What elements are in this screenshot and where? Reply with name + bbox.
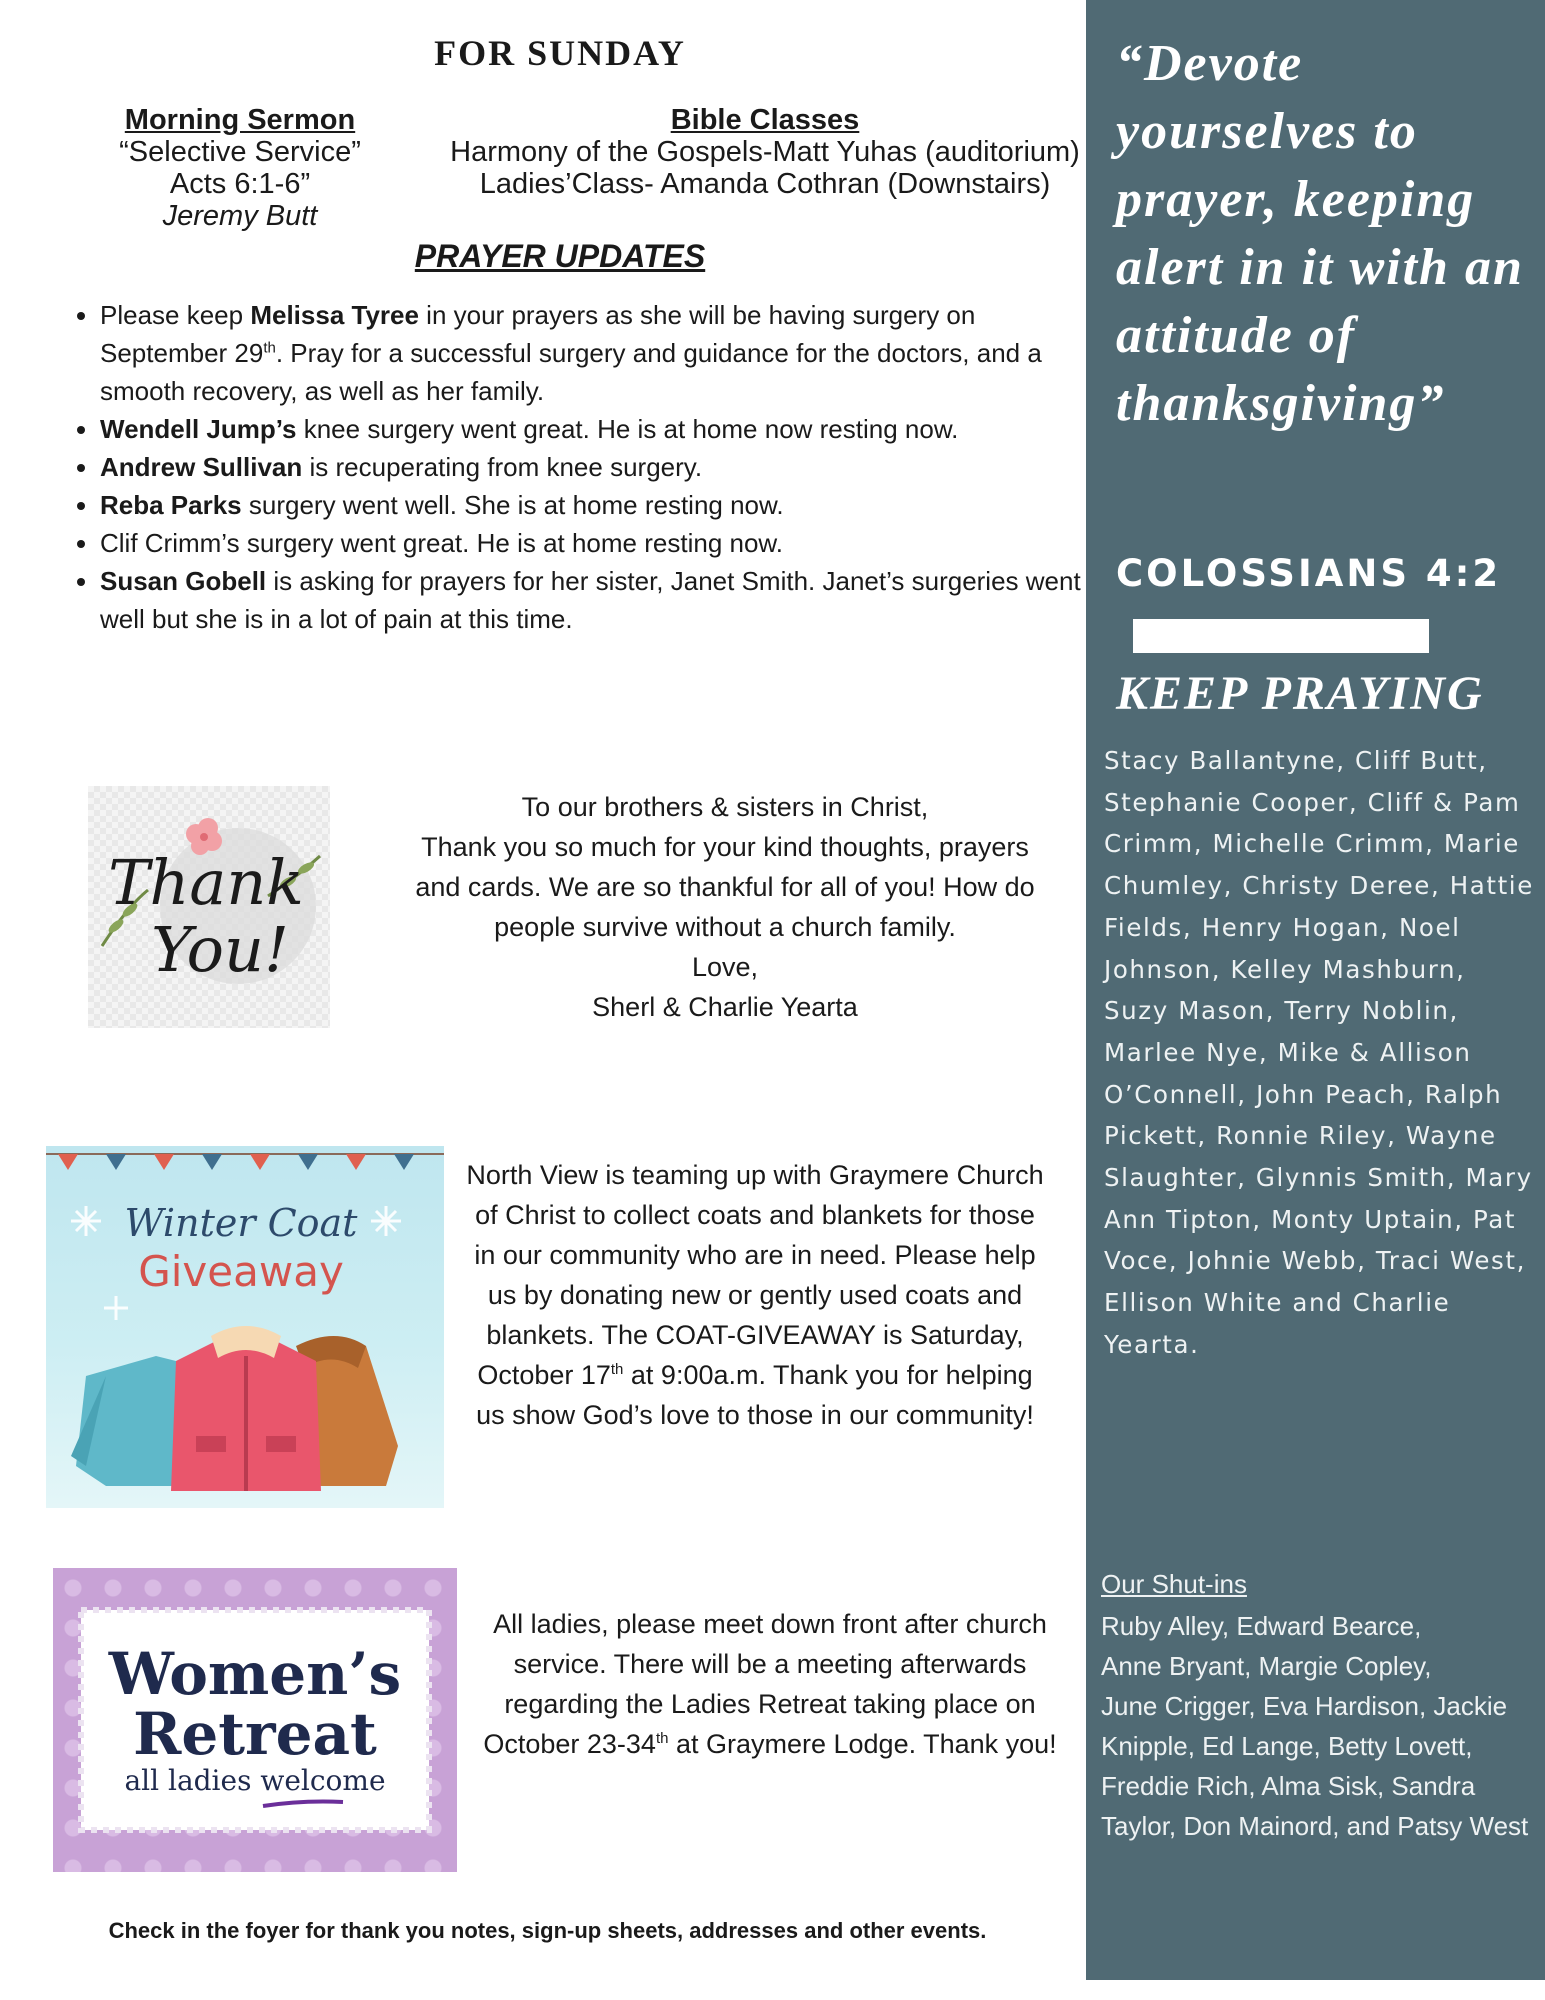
- class-1: Harmony of the Gospels-Matt Yuhas (auditorium): [450, 136, 1080, 168]
- prayer-item: • Andrew Sullivan is recuperating from knee surgery.: [100, 448, 1090, 486]
- sermon-speaker: Jeremy Butt: [162, 200, 318, 232]
- thank-you-image: [88, 786, 330, 1028]
- page-title: FOR SUNDAY: [434, 33, 686, 73]
- shut-ins-line: Ruby Alley, Edward Bearce,: [1101, 1611, 1422, 1641]
- retreat-word: Retreat: [133, 1700, 377, 1768]
- winter-coat-image: [46, 1146, 444, 1508]
- class-2: Ladies’Class- Amanda Cothran (Downstairs): [479, 168, 1051, 200]
- winter-coat-word: Winter Coat: [124, 1201, 358, 1245]
- giveaway-word: Giveaway: [138, 1247, 344, 1296]
- scripture-reference: COLOSSIANS 4:2: [1116, 552, 1502, 595]
- classes-label: Bible Classes: [670, 104, 860, 136]
- keep-praying-heading: KEEP PRAYING: [1116, 667, 1484, 720]
- shut-ins-heading: Our Shut-ins: [1101, 1569, 1247, 1599]
- prayer-list: [60, 296, 1090, 638]
- you-word: You!: [151, 913, 289, 986]
- thank-you-signature: Sherl & Charlie Yearta: [592, 992, 858, 1022]
- thank-you-note: [395, 787, 1055, 1027]
- sidebar: [1086, 0, 1545, 1980]
- shut-ins-line: Taylor, Don Mainord, and Patsy West: [1101, 1811, 1529, 1841]
- thank-you-greeting: To our brothers & sisters in Christ,: [521, 792, 929, 822]
- shut-ins-line: Knipple, Ed Lange, Betty Lovett,: [1101, 1731, 1473, 1761]
- prayer-updates-heading: PRAYER UPDATES: [414, 238, 706, 274]
- thank-word: Thank: [108, 846, 304, 919]
- thank-you-closing: Love,: [691, 952, 759, 982]
- prayer-item: • Wendell Jump’s knee surgery went great. He is at home now resting now.: [100, 410, 1090, 448]
- shut-ins-line: Anne Bryant, Margie Copley,: [1101, 1651, 1432, 1681]
- footer-note: Check in the foyer for thank you notes, sign-up sheets, addresses and other events.: [108, 1918, 987, 1943]
- coat-giveaway-text: North View is teaming up with Graymere Church of Christ to collect coats and blankets for those in our community who are in need. Please help us by donating new or gently used coats and blankets. The COAT-GIVEAWAY is Saturday, October 17th at 9:00a.m. Thank you for helping us show God’s love to those in our community!: [466, 1160, 1044, 1430]
- prayer-item: • Clif Crimm’s surgery went great. He is at home resting now.: [100, 524, 1090, 562]
- shut-ins-line: Freddie Rich, Alma Sisk, Sandra: [1101, 1771, 1476, 1801]
- welcome-line: all ladies welcome: [124, 1764, 386, 1797]
- prayer-item: • Susan Gobell is asking for prayers for her sister, Janet Smith. Janet’s surgeries went well but she is in a lot of pain at this time.: [100, 562, 1090, 638]
- morning-sermon-block: [80, 104, 400, 232]
- keep-praying-list: Stacy Ballantyne, Cliff Butt, Stephanie Cooper, Cliff & Pam Crimm, Michelle Crimm, Marie Chumley, Christy Deree, Hattie Fields, Henry Hogan, Noel Johnson, Kelley Mashburn, Suzy Mason, Terry Noblin, Marlee Nye, Mike & Allison O’Connell, John Peach, Ralph Pickett, Ronnie Riley, Wayne Slaughter, Glynnis Smith, Mary Ann Tipton, Monty Uptain, Pat Voce, Johnie Webb, Traci West, Ellison White and Charlie Yearta.: [1104, 746, 1534, 1359]
- womens-word: Women’s: [108, 1640, 402, 1708]
- thank-you-body: Thank you so much for your kind thoughts, prayers and cards. We are so thankful for all of you! How do people survive without a church family.: [415, 832, 1035, 942]
- bible-classes-block: [440, 104, 1090, 200]
- scripture-quote: “Devote yourselves to prayer, keeping alert in it with an attitude of thanksgiving”: [1116, 35, 1524, 432]
- divider-bar: [1133, 619, 1429, 653]
- womens-retreat-image: [53, 1568, 457, 1872]
- sermon-title: “Selective Service”: [119, 136, 361, 168]
- shut-ins-line: June Crigger, Eva Hardison, Jackie: [1101, 1691, 1508, 1721]
- prayer-item: • Reba Parks surgery went well. She is at home resting now.: [100, 486, 1090, 524]
- sermon-label: Morning Sermon: [124, 104, 356, 136]
- shut-ins-list: [1101, 1606, 1541, 1846]
- prayer-item: • Please keep Melissa Tyree in your prayers as she will be having surgery on September 29th. Pray for a successful surgery and guidance for the doctors, and a smooth recovery, as well as her family.: [100, 296, 1090, 410]
- womens-retreat-text: All ladies, please meet down front after church service. There will be a meeting afterwards regarding the Ladies Retreat taking place on October 23-34th at Graymere Lodge. Thank you!: [483, 1609, 1057, 1759]
- sermon-scripture: Acts 6:1-6”: [169, 168, 311, 200]
